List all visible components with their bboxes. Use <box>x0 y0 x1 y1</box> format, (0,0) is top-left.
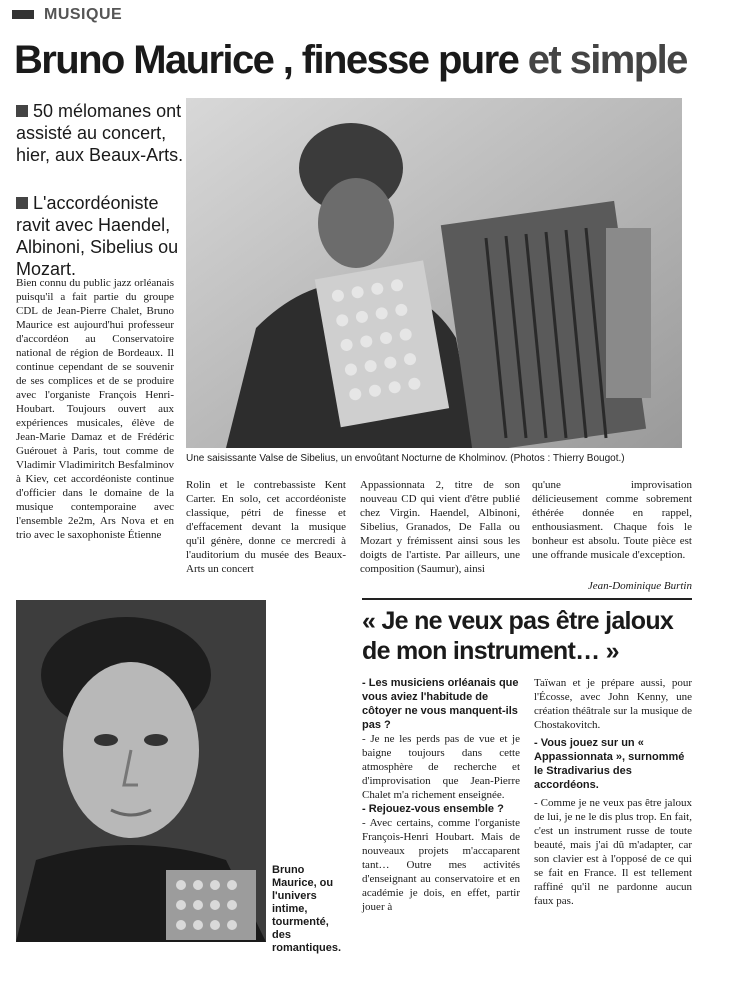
interview-answer: - Je ne les perds pas de vue et je baigne toujours dans cette atmosphère de recherche et d'improvisation que Jean-Pierre Chalet m'a richement enseignée. <box>362 733 520 801</box>
article-col-2: Rolin et le contrebassiste Kent Carter. En solo, cet accordéoniste classique, pétri de finesse et d'effacement devant la musique qu'il génère, donne ce mercredi à l'auditorium du musée des Beaux-Arts un concert <box>186 479 346 575</box>
headline <box>14 38 704 83</box>
rubric-bar <box>12 10 34 19</box>
photo2-caption: Bruno Maurice, ou l'univers intime, tourmenté, des romantiques. <box>272 864 342 954</box>
article-col-4: qu'une improvisation délicieusement comme sobrement éthérée donnée en rappel, enthousiasment. Chaque fois le bonheur est absolu. Toute pièce est une offrande musicale d'exception. <box>532 479 692 561</box>
interview-answer: - Avec certains, comme l'organiste François-Henri Houbart. Mais de nouveaux projets m'accaparent tant… Outre mes activités d'enseignant au conservatoire et en académie je dois, en effet, partir jouer à <box>362 817 520 913</box>
lead-1: 50 mélomanes ont assisté au concert, hier, aux Beaux-Arts. <box>16 101 184 165</box>
interview-top-rule <box>362 598 692 600</box>
rubric-label: MUSIQUE <box>44 6 123 23</box>
interview-col-left <box>362 676 520 914</box>
photo1-caption: Une saisissante Valse de Sibelius, un envoûtant Nocturne de Kholminov. (Photos : Thierry Bougot.) <box>186 453 625 464</box>
interview-question: - Les musiciens orléanais que vous aviez l'habitude de côtoyer ne vous manquent-ils pas ? <box>362 677 519 731</box>
bullet-square-icon <box>16 197 28 209</box>
headline-main: Bruno Maurice , finesse pure <box>14 38 519 82</box>
interview-question: - Rejouez-vous ensemble ? <box>362 803 504 815</box>
photo-portrait-bruno-maurice <box>16 600 266 942</box>
article-signature: Jean-Dominique Burtin <box>587 580 692 592</box>
article-col-1: Bien connu du public jazz orléanais puisqu'il a fait partie du groupe CDL de Jean-Pierre Chalet, Bruno Maurice est aujourd'hui professeur d'accordéon au Conservatoire national de région de Bordeaux. Il continue cependant de se souvenir de ses complices et de se produire avec l'organiste François Henri-Houbart. Toujours ouvert aux expériences musicales, élève de Jean-Marie Damaz et de Frédéric Guérouet à Paris, tout comme de Vladimir Vladimiritch Besfalminov à Kiev, cet accordéoniste continue d'officier dans le domaine de la musique contemporaine avec l'ensemble 2e2m, Ars Nova et en trio avec le saxophoniste Étienne <box>16 277 174 541</box>
article-col-3: Appassionnata 2, titre de son nouveau CD qui vient d'être publié chez Virgin. Haendel, Albinoni, Sibelius, Granados, De Falla ou Mozart y frémissent ainsi sous les doigts de l'artiste. Par ailleurs, une composition (Saumur), ainsi <box>360 479 520 575</box>
interview-answer: Taïwan et je prépare aussi, pour l'Écosse, avec John Kenny, une création théâtrale sur la musique de Chostakovitch. <box>534 677 692 731</box>
interview-title: « Je ne veux pas être jaloux de mon instrument… » <box>362 607 674 665</box>
interview-answer: - Comme je ne veux pas être jaloux de lui, je ne le dis plus trop. En fait, c'est un instrument russe de toute beauté, mais j'ai dû m'adapter, car son clavier est à l'opposé de ce qui se fait en France. Il est tellement raffiné qu'il ne pardonne aucun faux pas. <box>534 797 692 907</box>
section-rubric <box>12 4 122 26</box>
photo-accordionist-playing <box>186 98 682 448</box>
bullet-square-icon <box>16 105 28 117</box>
interview-col-right <box>534 676 692 908</box>
headline-accent: et simple <box>527 38 687 82</box>
lead-2: L'accordéoniste ravit avec Haendel, Albinoni, Sibelius ou Mozart. <box>16 193 179 279</box>
interview-question: - Vous jouez sur un « Appassionnata », surnommé le Stradivarius des accordéons. <box>534 737 685 791</box>
